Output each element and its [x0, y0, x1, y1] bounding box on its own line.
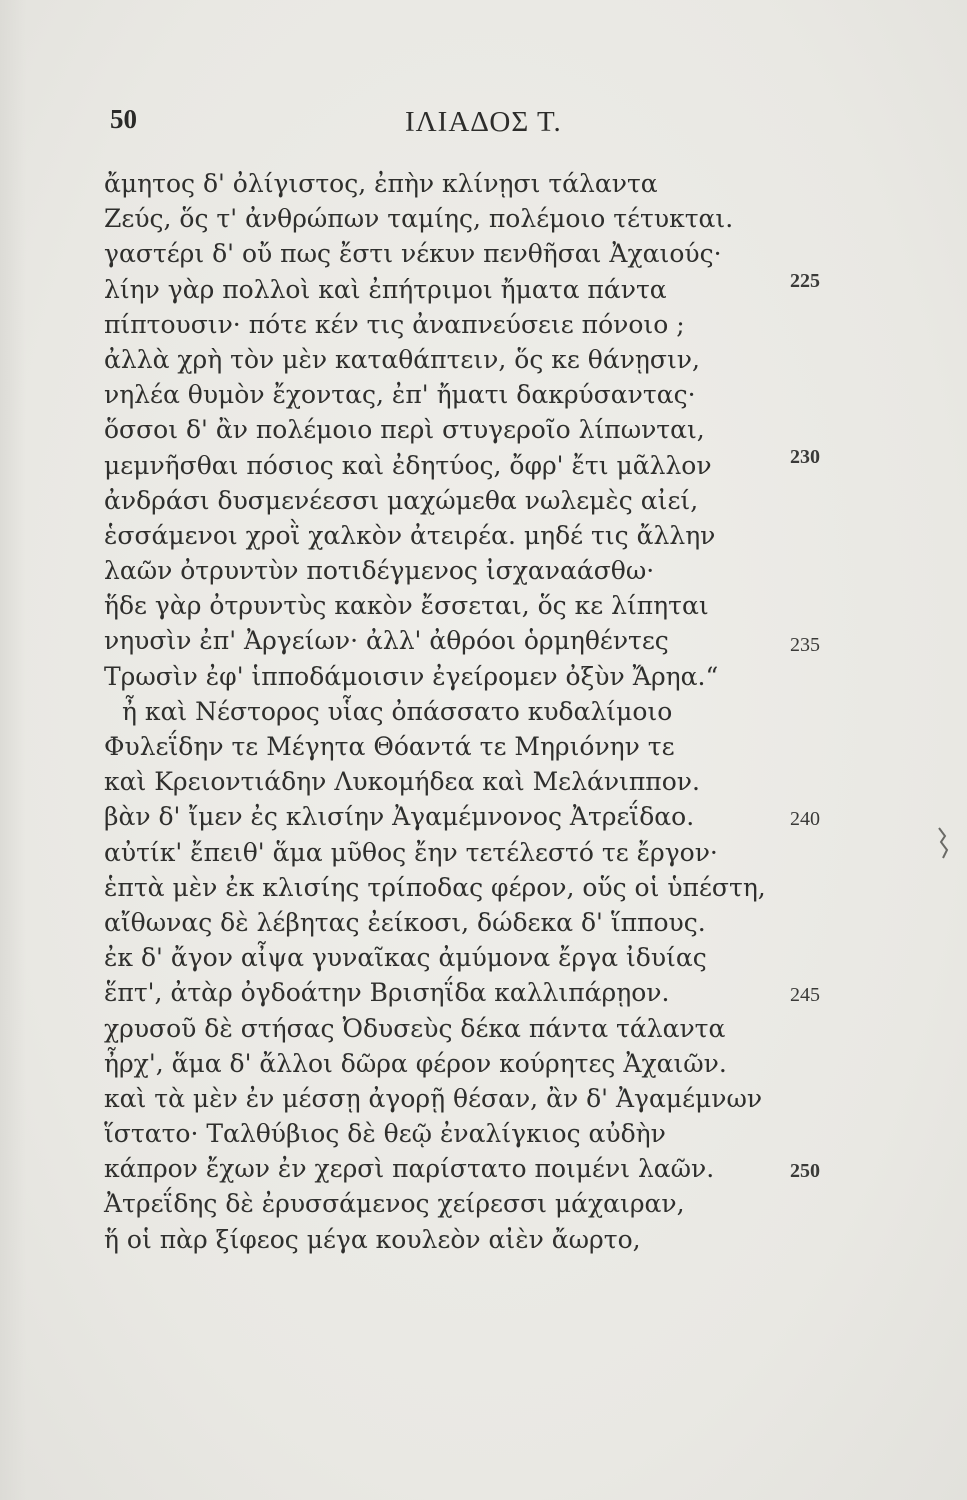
verse-line: αὐτίκ' ἔπειθ' ἅμα μῦθος ἔην τετέλεστό τε ἔργον· [104, 837, 718, 867]
verse-line: μεμνῆσθαι πόσιος καὶ ἐδητύος, ὄφρ' ἔτι μᾶλλον [104, 450, 712, 480]
line-number: 245 [790, 984, 820, 1006]
verse-line: Ζεύς, ὅς τ' ἀνθρώπων ταμίης, πολέμοιο τέτυκται. [104, 204, 734, 234]
verse-line: καὶ τὰ μὲν ἐν μέσσῃ ἀγορῇ θέσαν, ἂν δ' Ἀγαμέμνων [104, 1083, 763, 1113]
verse-line: ἑπτὰ μὲν ἐκ κλισίης τρίποδας φέρον, οὕς οἱ ὑπέστη, [104, 872, 766, 902]
running-title: ΙΛΙΑΔΟΣ Τ. [405, 106, 562, 138]
verse-line: βὰν δ' ἴμεν ἐς κλισίην Ἀγαμέμνονος Ἀτρεΐδαο. [104, 802, 695, 832]
verse-line: χρυσοῦ δὲ στήσας Ὀδυσεὺς δέκα πάντα τάλαντα [104, 1013, 726, 1043]
verse-line: Τρωσὶν ἐφ' ἱπποδάμοισιν ἐγείρομεν ὀξὺν Ἄρηα.“ [104, 661, 719, 691]
line-number: 235 [790, 634, 820, 656]
page-header [0, 104, 967, 144]
verse-line: ἄμητος δ' ὀλίγιστος, ἐπὴν κλίνῃσι τάλαντα [104, 169, 658, 198]
verse-line: νηλέα θυμὸν ἔχοντας, ἐπ' ἤματι δακρύσαντας· [104, 380, 696, 410]
verse-line: καὶ Κρειοντιάδην Λυκομήδεα καὶ Μελάνιππον. [104, 767, 700, 797]
verse-line: ἕπτ', ἀτὰρ ὀγδοάτην Βρισηΐδα καλλιπάρῃον. [104, 978, 670, 1008]
verse-line: ἦρχ', ἅμα δ' ἄλλοι δῶρα φέρον κούρητες Ἀχαιῶν. [104, 1048, 727, 1078]
verse-line: Φυλεΐδην τε Μέγητα Θόαντά τε Μηριόνην τε [104, 732, 675, 761]
line-number: 230 [790, 446, 820, 468]
line-number: 225 [790, 270, 820, 292]
verse-line: ἀλλὰ χρὴ τὸν μὲν καταθάπτειν, ὅς κε θάνῃσιν, [104, 344, 700, 374]
verse-line: ἥδε γὰρ ὀτρυντὺς κακὸν ἔσσεται, ὅς κε λίπηται [104, 591, 709, 621]
verse-line: κάπρον ἔχων ἐν χερσὶ παρίστατο ποιμένι λαῶν. [104, 1154, 715, 1184]
verse-line: ἑσσάμενοι χροῒ χαλκὸν ἀτειρέα. μηδέ τις ἄλλην [104, 520, 716, 550]
line-number: 240 [790, 808, 820, 830]
verse-line: λαῶν ὀτρυντὺν ποτιδέγμενος ἰσχαναάσθω· [104, 556, 655, 586]
verse-line: αἴθωνας δὲ λέβητας ἐείκοσι, δώδεκα δ' ἵππους. [104, 907, 706, 937]
verse-line: ἦ καὶ Νέστορος υἷας ὀπάσσατο κυδαλίμοιο [122, 696, 673, 726]
verse-line: νηυσὶν ἐπ' Ἀργείων· ἀλλ' ἀθρόοι ὁρμηθέντες [104, 626, 669, 656]
margin-bleed-mark [936, 826, 954, 860]
ink-bleed-icon [936, 826, 954, 860]
verse-line: πίπτουσιν· πότε κέν τις ἀναπνεύσειε πόνοιο ; [104, 309, 685, 339]
verse-block [104, 166, 784, 1257]
verse-line: ἐκ δ' ἄγον αἶψα γυναῖκας ἀμύμονα ἔργα ἰδυίας [104, 943, 707, 973]
verse-line: γαστέρι δ' οὔ πως ἔστι νέκυν πενθῆσαι Ἀχαιούς· [104, 239, 722, 269]
line-number: 250 [790, 1160, 820, 1182]
page-number: 50 [110, 104, 137, 134]
verse-line: λίην γὰρ πολλοὶ καὶ ἐπήτριμοι ἤματα πάντα [104, 274, 667, 304]
verse-line: ἀνδράσι δυσμενέεσσι μαχώμεθα νωλεμὲς αἰεί, [104, 485, 699, 515]
verse-line: ὅσσοι δ' ἂν πολέμοιο περὶ στυγεροῖο λίπωνται, [104, 415, 705, 445]
page-gutter-shadow [0, 0, 26, 1500]
verse-line: Ἀτρεΐδης δὲ ἐρυσσάμενος χείρεσσι μάχαιραν, [104, 1189, 685, 1219]
verse-line: ἵστατο· Ταλθύβιος δὲ θεῷ ἐναλίγκιος αὐδὴν [104, 1119, 666, 1149]
verse-line: ἥ οἱ πὰρ ξίφεος μέγα κουλεὸν αἰὲν ἄωρτο, [104, 1224, 641, 1254]
